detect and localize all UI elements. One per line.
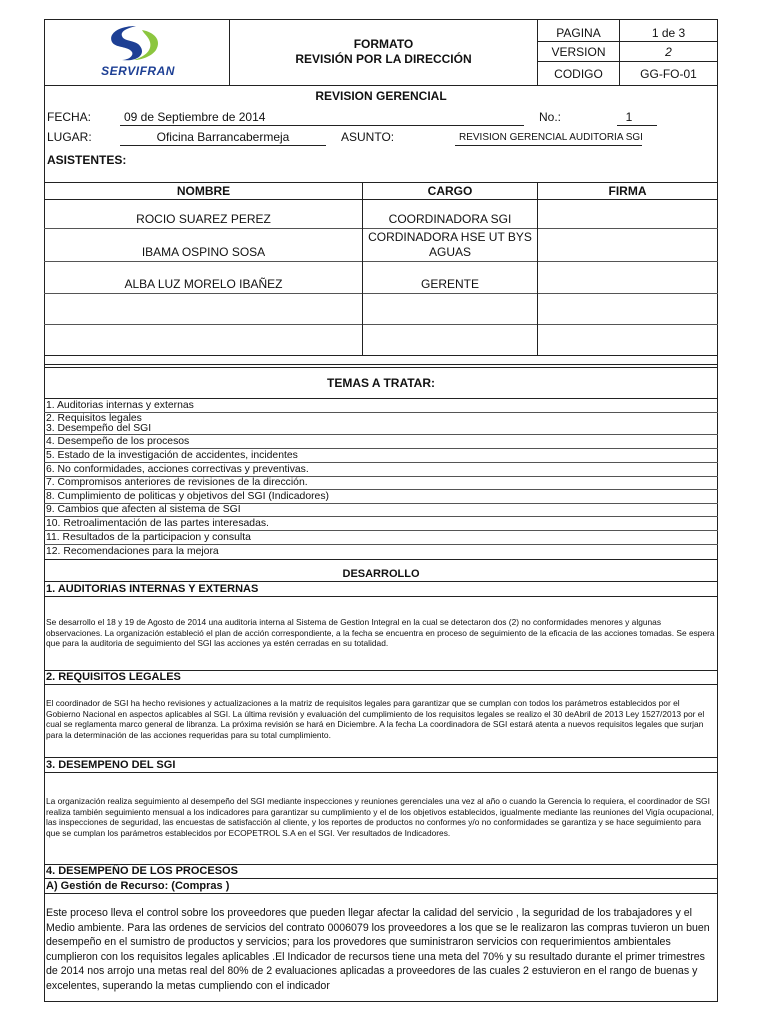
- title-line-2: REVISIÓN POR LA DIRECCIÓN: [295, 52, 472, 66]
- topic-item: 8. Cumplimiento de politicas y objetivos del SGI (Indicadores): [46, 491, 329, 502]
- attendee-cargo: GERENTE: [420, 277, 479, 291]
- attendee-nombre: [45, 294, 362, 324]
- lugar-label: LUGAR:: [47, 130, 92, 144]
- topic-item: 4. Desempeño de los procesos: [46, 436, 190, 447]
- section-body: El coordinador de SGI ha hecho revisiones y actualizaciones a la matriz de requisitos legales para garantizar que se cumplan con todos los parámetros establecidos por el Gobierno Nacional en aspectos aplicables al SGI. La última revisión y evaluación del cumplimiento de los requisitos legales se realizo el 30 deAbril de 2013 Ley 1527/2013 por el cual se reglamenta marco general de libranza. La próxima revisión se hará en Diciembre. A la fecha La coordinadora de SGI estará atenta a nuevos requisitos legales que surjan para la determinación de las acciones requeridas para su total cumplimiento.: [46, 698, 705, 740]
- topic-item: 9. Cambios que afecten al sistema de SGI: [46, 504, 241, 515]
- section-title: REVISION GERENCIAL: [315, 89, 447, 103]
- topic-item: 10. Retroalimentación de las partes interesadas.: [46, 518, 269, 529]
- attendee-firma[interactable]: [538, 200, 717, 228]
- section-subheading: A) Gestión de Recurso: (Compras ): [46, 880, 230, 892]
- section-heading: 3. DESEMPENO DEL SGI: [46, 759, 176, 771]
- attendee-firma[interactable]: [538, 294, 717, 324]
- asistentes-label: ASISTENTES:: [47, 153, 127, 167]
- asunto-value[interactable]: REVISION GERENCIAL AUDITORIA SGI: [459, 132, 643, 143]
- col-header-nombre: NOMBRE: [176, 184, 231, 198]
- no-value[interactable]: 1: [625, 110, 633, 124]
- attendee-firma[interactable]: [538, 229, 717, 261]
- attendee-nombre: IBAMA OSPINO SOSA: [141, 245, 266, 259]
- lugar-value[interactable]: Oficina Barrancabermeja: [156, 130, 290, 144]
- topic-item: 6. No conformidades, acciones correctivas y preventivas.: [46, 464, 309, 475]
- logo-text: SERVIFRAN: [101, 64, 175, 78]
- topic-item: 12. Recomendaciones para la mejora: [46, 546, 219, 557]
- topic-item: 1. Auditorias internas y externas: [46, 400, 194, 411]
- attendee-firma[interactable]: [538, 262, 717, 293]
- section-heading: 1. AUDITORIAS INTERNAS Y EXTERNAS: [46, 583, 259, 595]
- form-title: [230, 37, 537, 67]
- col-header-cargo: CARGO: [427, 184, 473, 198]
- attendee-cargo: [363, 325, 537, 355]
- col-header-firma: FIRMA: [608, 184, 647, 198]
- topic-item: 11. Resultados de la participacion y consulta: [46, 532, 251, 543]
- attendee-nombre: [45, 325, 362, 355]
- topic-item: 7. Compromisos anteriores de revisiones de la dirección.: [46, 477, 308, 488]
- section-body: Se desarrollo el 18 y 19 de Agosto de 2014 una auditoria interna al Sistema de Gestion Integral en la cual se detectaron dos (2) no conformidades menores y algunas observaciones. La organización estableció el plan de acción correspondiente, a la fecha se encuentra en proceso de seguimiento de la eficacia de las acciones tomadas. Se espera que para la auditoria de seguimiento del SGI las acciones ya estén cerradas en su totalidad.: [46, 617, 715, 649]
- topic-item: 2. Requisitos legales: [46, 413, 142, 424]
- company-logo: [82, 22, 192, 82]
- section-body: La organización realiza seguimiento al desempeño del SGI mediante inspecciones y reuniones gerenciales una vez al año o cuando la Gerencia lo requiera, el coordinador de SGI realiza también seguimiento mensual a los indicadores para garantizar su cumplimiento y el de los objetivos establecidos, igualmente mediante las reuniones del Vigía ocupacional, las inspecciones de seguridad, las encuestas de satisfacción al cliente, y los reportes de productos no conformes y/o no conformidades se garantiza y se hace seguimiento para que se cumplan los parámetros establecidos por ECOPETROL S.A en el SGI. Ver resultados de Indicadores.: [46, 796, 714, 838]
- temas-title: TEMAS A TRATAR:: [327, 376, 435, 390]
- title-line-1: FORMATO: [353, 37, 414, 51]
- logo-swirl-icon: [82, 22, 192, 66]
- meta-codigo-value: GG-FO-01: [640, 66, 697, 81]
- meta-pagina-value: 1 de 3: [651, 25, 686, 40]
- attendee-firma[interactable]: [538, 325, 717, 355]
- section-heading: 2. REQUISITOS LEGALES: [46, 671, 181, 683]
- meta-pagina-label: PAGINA: [556, 25, 601, 40]
- attendee-nombre: ALBA LUZ MORELO IBAÑEZ: [124, 277, 283, 291]
- meta-version-label: VERSION: [551, 44, 606, 59]
- meta-codigo-label: CODIGO: [554, 66, 603, 81]
- no-label: No.:: [539, 110, 562, 124]
- section-heading: 4. DESEMPEÑO DE LOS PROCESOS: [46, 865, 238, 877]
- meta-version-value: 2: [665, 44, 672, 59]
- fecha-label: FECHA:: [47, 110, 92, 124]
- topic-item: 3. Desempeño del SGI: [46, 423, 152, 433]
- asunto-label: ASUNTO:: [341, 130, 395, 144]
- attendee-cargo: COORDINADORA SGI: [388, 212, 512, 226]
- fecha-value[interactable]: 09 de Septiembre de 2014: [124, 110, 266, 124]
- attendee-cargo: [363, 294, 537, 324]
- attendee-nombre: ROCIO SUAREZ PEREZ: [136, 212, 271, 226]
- topic-item: 5. Estado de la investigación de accidentes, incidentes: [46, 450, 298, 461]
- attendee-cargo: CORDINADORA HSE UT BYS AGUAS: [368, 230, 532, 259]
- desarrollo-title: DESARROLLO: [342, 568, 420, 580]
- section-body: Este proceso lleva el control sobre los proveedores que pueden llegar afectar la calidad del servicio , la seguridad de los trabajadores y el Medio ambiente. Para las ordenes de servicios del contrato 0006079 los proveedores a los que se le realizaron las compras tuvieron un buen desempeño en el sumistro de productos y servicios; para los provedores que suministraron servicios con requerimientos ambientales cumplieron con los requisitos legales aplicables .El Indicador de recursos tiene una meta del 70% y su resultado durante el primer trimestres de 2014 nos arrojo una metas real del 80% de 2 evaluaciones aplicadas a proveedores de las cuales 2 estuvieron en el rango de buenas y excelentes, superando la metas cumpliendo con el indicador: [46, 907, 710, 992]
